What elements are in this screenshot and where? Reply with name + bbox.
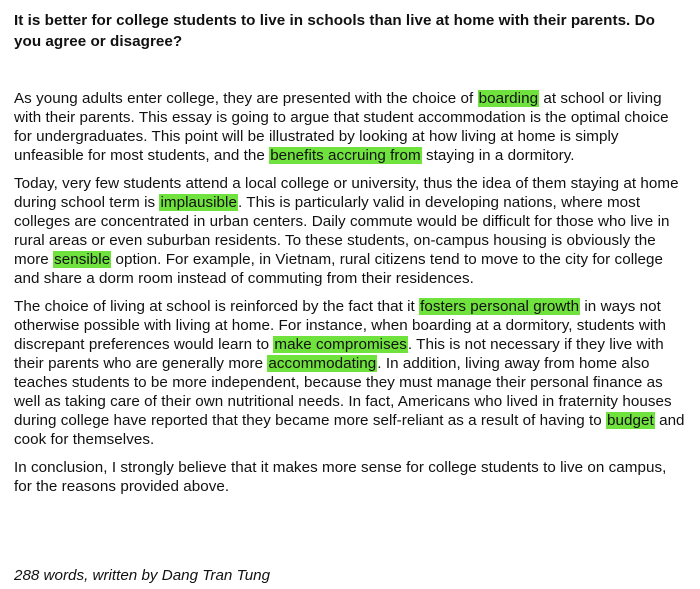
- paragraph-text: staying in a dormitory.: [421, 147, 575, 164]
- essay-prompt-title: It is better for college students to live in schools than live at home with their parents. Do you agree or disagree?: [14, 12, 655, 50]
- highlighted-vocabulary: sensible: [54, 251, 111, 268]
- paragraph-text: and cook for themselves.: [14, 412, 685, 448]
- paragraph-text: As young adults enter college, they are presented with the choice of: [14, 90, 478, 107]
- highlighted-vocabulary: make compromises: [274, 336, 407, 353]
- essay-signature: 288 words, written by Dang Tran Tung: [14, 567, 271, 584]
- paragraph-text: . In addition, living away from home also teaches students to be more independent, because they must manage their personal finance as well as taking care of their own nutritional needs. In fact, Americans who lived in fraternity houses during college have reported that they became more self-reliant as a result of having to: [14, 355, 672, 429]
- paragraph-text: The choice of living at school is reinforced by the fact that it: [14, 298, 420, 315]
- essay-paragraph: [14, 89, 686, 165]
- highlighted-vocabulary: implausible: [160, 194, 237, 211]
- paragraph-text: . This is not necessary if they live with their parents who are generally more: [14, 336, 664, 372]
- highlighted-vocabulary: budget: [607, 412, 654, 429]
- highlighted-vocabulary: benefits accruing from: [270, 147, 421, 164]
- essay-paragraph: [14, 174, 686, 288]
- essay-body: [14, 89, 686, 496]
- paragraph-text: at school or living with their parents. This essay is going to argue that student accommodation is the optimal choice for undergraduates. This point will be illustrated by looking at how living at home is simply unfeasible for most students, and the: [14, 90, 669, 164]
- highlighted-vocabulary: boarding: [478, 90, 539, 107]
- highlighted-vocabulary: fosters personal growth: [420, 298, 580, 315]
- paragraph-text: option. For example, in Vietnam, rural citizens tend to move to the city for college and share a dorm room instead of commuting from their residences.: [14, 251, 664, 287]
- essay-paragraph: [14, 458, 686, 496]
- essay-paragraph: [14, 297, 686, 449]
- paragraph-text: In conclusion, I strongly believe that it makes more sense for college students to live on campus, for the reasons provided above.: [14, 459, 667, 495]
- highlighted-vocabulary: accommodating: [268, 355, 377, 372]
- paragraph-text: Today, very few students attend a local college or university, thus the idea of them staying at home during school term is: [14, 175, 679, 211]
- paragraph-text: . This is particularly valid in developing nations, where most colleges are concentrated in urban centers. Daily commute would be difficult for those who live in rural areas or even suburban residents. To these students, on-campus housing is obviously the more: [14, 194, 670, 268]
- paragraph-text: in ways not otherwise possible with living at home. For instance, when boarding at a dormitory, students with discrepant preferences would learn to: [14, 298, 667, 353]
